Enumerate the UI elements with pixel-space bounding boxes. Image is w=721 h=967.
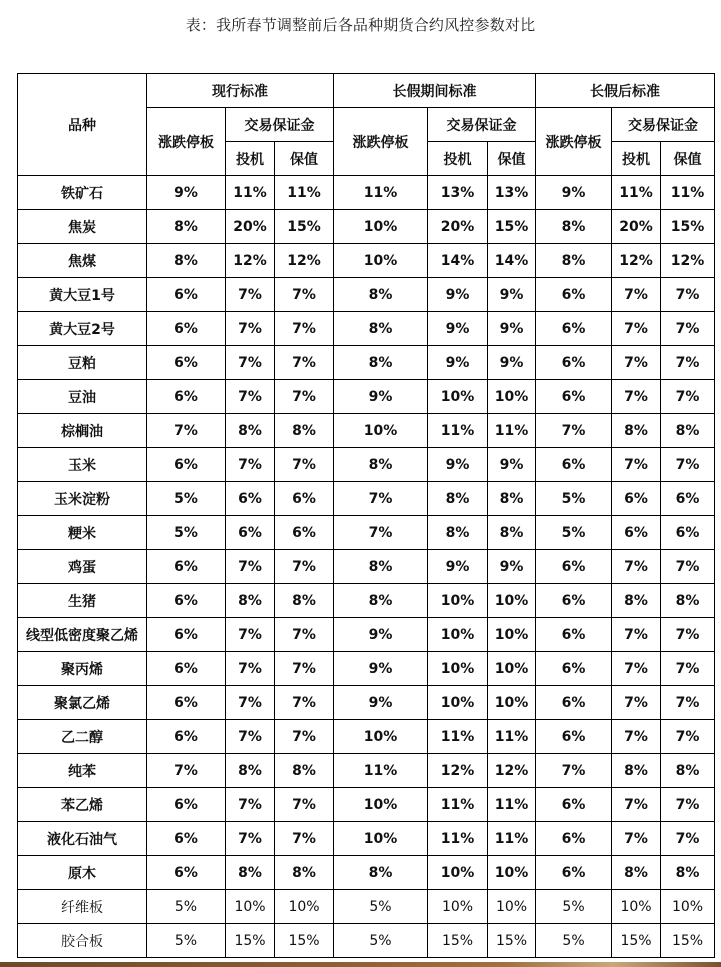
holiday-hedge-margin-cell: 10%: [488, 890, 536, 924]
holiday-spec-margin-cell: 15%: [428, 924, 488, 958]
current-limit-cell: 5%: [147, 482, 226, 516]
post-limit-cell: 6%: [536, 278, 612, 312]
variety-name: 铁矿石: [18, 176, 147, 210]
current-hedge-margin-cell: 7%: [275, 312, 334, 346]
holiday-spec-margin-cell: 9%: [428, 278, 488, 312]
header-hedge: 保值: [488, 142, 536, 176]
table-row: [18, 448, 715, 482]
holiday-hedge-margin-cell: 10%: [488, 652, 536, 686]
holiday-hedge-margin-cell: 14%: [488, 244, 536, 278]
bottom-decorative-bar: [0, 962, 721, 967]
post-spec-margin-cell: 6%: [612, 516, 661, 550]
current-hedge-margin-cell: 15%: [275, 210, 334, 244]
current-spec-margin-cell: 7%: [226, 686, 275, 720]
current-spec-margin-cell: 7%: [226, 346, 275, 380]
current-hedge-margin-cell: 7%: [275, 448, 334, 482]
post-spec-margin-cell: 7%: [612, 788, 661, 822]
header-margin: 交易保证金: [612, 108, 715, 142]
holiday-spec-margin-cell: 10%: [428, 890, 488, 924]
table-row: [18, 924, 715, 958]
current-hedge-margin-cell: 15%: [275, 924, 334, 958]
holiday-spec-margin-cell: 13%: [428, 176, 488, 210]
holiday-hedge-margin-cell: 10%: [488, 618, 536, 652]
current-limit-cell: 6%: [147, 346, 226, 380]
variety-name: 焦炭: [18, 210, 147, 244]
post-spec-margin-cell: 7%: [612, 618, 661, 652]
post-spec-margin-cell: 20%: [612, 210, 661, 244]
post-spec-margin-cell: 7%: [612, 720, 661, 754]
table-row: [18, 278, 715, 312]
post-limit-cell: 6%: [536, 788, 612, 822]
post-hedge-margin-cell: 7%: [661, 278, 715, 312]
holiday-limit-cell: 9%: [334, 380, 428, 414]
holiday-hedge-margin-cell: 10%: [488, 380, 536, 414]
post-hedge-margin-cell: 7%: [661, 448, 715, 482]
variety-name: 玉米: [18, 448, 147, 482]
post-limit-cell: 6%: [536, 448, 612, 482]
variety-name: 苯乙烯: [18, 788, 147, 822]
post-spec-margin-cell: 7%: [612, 346, 661, 380]
post-limit-cell: 8%: [536, 244, 612, 278]
post-spec-margin-cell: 8%: [612, 856, 661, 890]
post-limit-cell: 6%: [536, 380, 612, 414]
current-hedge-margin-cell: 6%: [275, 516, 334, 550]
holiday-spec-margin-cell: 10%: [428, 652, 488, 686]
current-spec-margin-cell: 8%: [226, 414, 275, 448]
table-row: [18, 210, 715, 244]
variety-name: 聚丙烯: [18, 652, 147, 686]
holiday-spec-margin-cell: 10%: [428, 380, 488, 414]
variety-name: 生猪: [18, 584, 147, 618]
holiday-spec-margin-cell: 10%: [428, 584, 488, 618]
holiday-hedge-margin-cell: 13%: [488, 176, 536, 210]
post-spec-margin-cell: 7%: [612, 278, 661, 312]
holiday-spec-margin-cell: 9%: [428, 312, 488, 346]
current-limit-cell: 5%: [147, 890, 226, 924]
post-spec-margin-cell: 6%: [612, 482, 661, 516]
current-spec-margin-cell: 7%: [226, 720, 275, 754]
header-group-current: 现行标准: [147, 74, 334, 108]
header-limit: 涨跌停板: [536, 108, 612, 176]
holiday-limit-cell: 9%: [334, 618, 428, 652]
holiday-hedge-margin-cell: 10%: [488, 686, 536, 720]
post-spec-margin-cell: 7%: [612, 550, 661, 584]
post-hedge-margin-cell: 7%: [661, 720, 715, 754]
post-limit-cell: 6%: [536, 312, 612, 346]
holiday-hedge-margin-cell: 15%: [488, 210, 536, 244]
current-spec-margin-cell: 10%: [226, 890, 275, 924]
table-row: [18, 244, 715, 278]
current-limit-cell: 6%: [147, 448, 226, 482]
current-limit-cell: 8%: [147, 210, 226, 244]
holiday-limit-cell: 5%: [334, 924, 428, 958]
current-limit-cell: 6%: [147, 686, 226, 720]
holiday-hedge-margin-cell: 9%: [488, 448, 536, 482]
holiday-spec-margin-cell: 10%: [428, 856, 488, 890]
post-spec-margin-cell: 7%: [612, 448, 661, 482]
holiday-hedge-margin-cell: 9%: [488, 346, 536, 380]
risk-parameter-table: [17, 73, 715, 958]
holiday-limit-cell: 9%: [334, 686, 428, 720]
table-row: [18, 788, 715, 822]
header-speculation: 投机: [612, 142, 661, 176]
table-row: [18, 414, 715, 448]
current-spec-margin-cell: 7%: [226, 788, 275, 822]
current-hedge-margin-cell: 7%: [275, 720, 334, 754]
variety-name: 黄大豆2号: [18, 312, 147, 346]
post-limit-cell: 8%: [536, 210, 612, 244]
holiday-hedge-margin-cell: 9%: [488, 278, 536, 312]
holiday-limit-cell: 10%: [334, 788, 428, 822]
holiday-spec-margin-cell: 9%: [428, 346, 488, 380]
holiday-spec-margin-cell: 14%: [428, 244, 488, 278]
post-spec-margin-cell: 8%: [612, 754, 661, 788]
post-limit-cell: 6%: [536, 822, 612, 856]
holiday-limit-cell: 7%: [334, 516, 428, 550]
table-body: [18, 176, 715, 958]
current-hedge-margin-cell: 7%: [275, 686, 334, 720]
current-limit-cell: 6%: [147, 584, 226, 618]
current-limit-cell: 8%: [147, 244, 226, 278]
current-spec-margin-cell: 8%: [226, 584, 275, 618]
variety-name: 液化石油气: [18, 822, 147, 856]
holiday-limit-cell: 8%: [334, 448, 428, 482]
holiday-hedge-margin-cell: 10%: [488, 856, 536, 890]
current-limit-cell: 5%: [147, 924, 226, 958]
table-header: [18, 74, 715, 176]
post-hedge-margin-cell: 7%: [661, 652, 715, 686]
current-spec-margin-cell: 7%: [226, 652, 275, 686]
holiday-spec-margin-cell: 11%: [428, 414, 488, 448]
variety-name: 玉米淀粉: [18, 482, 147, 516]
holiday-limit-cell: 8%: [334, 312, 428, 346]
current-spec-margin-cell: 15%: [226, 924, 275, 958]
header-limit: 涨跌停板: [147, 108, 226, 176]
variety-name: 聚氯乙烯: [18, 686, 147, 720]
table-row: [18, 652, 715, 686]
current-hedge-margin-cell: 7%: [275, 346, 334, 380]
current-hedge-margin-cell: 7%: [275, 652, 334, 686]
current-spec-margin-cell: 7%: [226, 550, 275, 584]
table-row: [18, 482, 715, 516]
post-hedge-margin-cell: 15%: [661, 924, 715, 958]
post-hedge-margin-cell: 7%: [661, 788, 715, 822]
holiday-limit-cell: 9%: [334, 652, 428, 686]
post-limit-cell: 6%: [536, 346, 612, 380]
variety-name: 纯苯: [18, 754, 147, 788]
holiday-spec-margin-cell: 8%: [428, 516, 488, 550]
variety-name: 棕榈油: [18, 414, 147, 448]
current-spec-margin-cell: 7%: [226, 312, 275, 346]
current-hedge-margin-cell: 7%: [275, 788, 334, 822]
post-hedge-margin-cell: 7%: [661, 380, 715, 414]
post-limit-cell: 9%: [536, 176, 612, 210]
variety-name: 胶合板: [18, 924, 147, 958]
header-group-post-holiday: 长假后标准: [536, 74, 715, 108]
current-limit-cell: 7%: [147, 414, 226, 448]
post-limit-cell: 6%: [536, 550, 612, 584]
table-row: [18, 856, 715, 890]
variety-name: 粳米: [18, 516, 147, 550]
current-limit-cell: 5%: [147, 516, 226, 550]
post-hedge-margin-cell: 7%: [661, 822, 715, 856]
current-limit-cell: 6%: [147, 380, 226, 414]
current-spec-margin-cell: 11%: [226, 176, 275, 210]
current-limit-cell: 6%: [147, 788, 226, 822]
variety-name: 黄大豆1号: [18, 278, 147, 312]
header-margin: 交易保证金: [428, 108, 536, 142]
variety-name: 焦煤: [18, 244, 147, 278]
current-limit-cell: 6%: [147, 550, 226, 584]
holiday-hedge-margin-cell: 15%: [488, 924, 536, 958]
holiday-hedge-margin-cell: 9%: [488, 550, 536, 584]
holiday-hedge-margin-cell: 11%: [488, 720, 536, 754]
holiday-spec-margin-cell: 11%: [428, 720, 488, 754]
current-spec-margin-cell: 7%: [226, 278, 275, 312]
table-row: [18, 346, 715, 380]
current-limit-cell: 7%: [147, 754, 226, 788]
holiday-spec-margin-cell: 12%: [428, 754, 488, 788]
variety-name: 鸡蛋: [18, 550, 147, 584]
current-hedge-margin-cell: 11%: [275, 176, 334, 210]
post-hedge-margin-cell: 7%: [661, 686, 715, 720]
variety-name: 线型低密度聚乙烯: [18, 618, 147, 652]
header-variety: 品种: [18, 74, 147, 176]
post-limit-cell: 6%: [536, 652, 612, 686]
post-limit-cell: 5%: [536, 482, 612, 516]
holiday-spec-margin-cell: 10%: [428, 686, 488, 720]
variety-name: 乙二醇: [18, 720, 147, 754]
table-row: [18, 516, 715, 550]
post-spec-margin-cell: 8%: [612, 584, 661, 618]
current-hedge-margin-cell: 7%: [275, 550, 334, 584]
current-hedge-margin-cell: 8%: [275, 584, 334, 618]
current-hedge-margin-cell: 7%: [275, 380, 334, 414]
current-spec-margin-cell: 20%: [226, 210, 275, 244]
holiday-spec-margin-cell: 9%: [428, 448, 488, 482]
current-hedge-margin-cell: 8%: [275, 856, 334, 890]
post-spec-margin-cell: 12%: [612, 244, 661, 278]
post-hedge-margin-cell: 11%: [661, 176, 715, 210]
current-spec-margin-cell: 6%: [226, 482, 275, 516]
post-limit-cell: 6%: [536, 584, 612, 618]
holiday-hedge-margin-cell: 10%: [488, 584, 536, 618]
holiday-limit-cell: 10%: [334, 210, 428, 244]
current-limit-cell: 6%: [147, 856, 226, 890]
current-limit-cell: 6%: [147, 618, 226, 652]
current-limit-cell: 6%: [147, 312, 226, 346]
table-row: [18, 822, 715, 856]
post-spec-margin-cell: 7%: [612, 686, 661, 720]
post-limit-cell: 5%: [536, 890, 612, 924]
post-hedge-margin-cell: 7%: [661, 550, 715, 584]
post-limit-cell: 6%: [536, 856, 612, 890]
table-row: [18, 618, 715, 652]
current-hedge-margin-cell: 12%: [275, 244, 334, 278]
table-row: [18, 380, 715, 414]
header-speculation: 投机: [428, 142, 488, 176]
holiday-hedge-margin-cell: 11%: [488, 822, 536, 856]
current-hedge-margin-cell: 7%: [275, 822, 334, 856]
post-limit-cell: 5%: [536, 516, 612, 550]
variety-name: 豆粕: [18, 346, 147, 380]
table-row: [18, 754, 715, 788]
table-row: [18, 550, 715, 584]
post-hedge-margin-cell: 8%: [661, 414, 715, 448]
post-hedge-margin-cell: 6%: [661, 516, 715, 550]
variety-name: 原木: [18, 856, 147, 890]
current-spec-margin-cell: 8%: [226, 856, 275, 890]
current-spec-margin-cell: 7%: [226, 380, 275, 414]
header-margin: 交易保证金: [226, 108, 334, 142]
variety-name: 纤维板: [18, 890, 147, 924]
current-limit-cell: 6%: [147, 720, 226, 754]
holiday-limit-cell: 11%: [334, 176, 428, 210]
holiday-hedge-margin-cell: 12%: [488, 754, 536, 788]
current-hedge-margin-cell: 8%: [275, 414, 334, 448]
post-hedge-margin-cell: 7%: [661, 312, 715, 346]
holiday-limit-cell: 8%: [334, 856, 428, 890]
current-spec-margin-cell: 7%: [226, 618, 275, 652]
holiday-limit-cell: 5%: [334, 890, 428, 924]
current-spec-margin-cell: 8%: [226, 754, 275, 788]
table-row: [18, 176, 715, 210]
post-spec-margin-cell: 7%: [612, 822, 661, 856]
post-hedge-margin-cell: 7%: [661, 346, 715, 380]
post-limit-cell: 7%: [536, 754, 612, 788]
holiday-limit-cell: 8%: [334, 550, 428, 584]
holiday-spec-margin-cell: 10%: [428, 618, 488, 652]
post-limit-cell: 5%: [536, 924, 612, 958]
holiday-limit-cell: 10%: [334, 244, 428, 278]
current-hedge-margin-cell: 7%: [275, 278, 334, 312]
holiday-limit-cell: 10%: [334, 720, 428, 754]
current-spec-margin-cell: 6%: [226, 516, 275, 550]
holiday-spec-margin-cell: 9%: [428, 550, 488, 584]
current-spec-margin-cell: 12%: [226, 244, 275, 278]
current-limit-cell: 6%: [147, 278, 226, 312]
holiday-hedge-margin-cell: 9%: [488, 312, 536, 346]
header-speculation: 投机: [226, 142, 275, 176]
post-hedge-margin-cell: 15%: [661, 210, 715, 244]
holiday-limit-cell: 8%: [334, 584, 428, 618]
post-limit-cell: 6%: [536, 618, 612, 652]
post-hedge-margin-cell: 8%: [661, 584, 715, 618]
post-hedge-margin-cell: 8%: [661, 856, 715, 890]
current-hedge-margin-cell: 10%: [275, 890, 334, 924]
holiday-limit-cell: 8%: [334, 346, 428, 380]
holiday-spec-margin-cell: 8%: [428, 482, 488, 516]
holiday-limit-cell: 11%: [334, 754, 428, 788]
holiday-limit-cell: 10%: [334, 414, 428, 448]
table-row: [18, 312, 715, 346]
post-hedge-margin-cell: 12%: [661, 244, 715, 278]
holiday-hedge-margin-cell: 11%: [488, 788, 536, 822]
header-hedge: 保值: [661, 142, 715, 176]
post-limit-cell: 6%: [536, 686, 612, 720]
current-hedge-margin-cell: 6%: [275, 482, 334, 516]
current-limit-cell: 6%: [147, 822, 226, 856]
post-hedge-margin-cell: 8%: [661, 754, 715, 788]
holiday-hedge-margin-cell: 8%: [488, 482, 536, 516]
table-row: [18, 890, 715, 924]
current-hedge-margin-cell: 8%: [275, 754, 334, 788]
current-hedge-margin-cell: 7%: [275, 618, 334, 652]
current-limit-cell: 6%: [147, 652, 226, 686]
holiday-limit-cell: 10%: [334, 822, 428, 856]
variety-name: 豆油: [18, 380, 147, 414]
post-spec-margin-cell: 7%: [612, 652, 661, 686]
holiday-limit-cell: 7%: [334, 482, 428, 516]
holiday-limit-cell: 8%: [334, 278, 428, 312]
post-spec-margin-cell: 15%: [612, 924, 661, 958]
holiday-spec-margin-cell: 11%: [428, 788, 488, 822]
table-caption: 表：我所春节调整前后各品种期货合约风控参数对比: [185, 16, 536, 34]
post-limit-cell: 6%: [536, 720, 612, 754]
holiday-hedge-margin-cell: 11%: [488, 414, 536, 448]
post-spec-margin-cell: 7%: [612, 380, 661, 414]
post-spec-margin-cell: 8%: [612, 414, 661, 448]
post-spec-margin-cell: 11%: [612, 176, 661, 210]
header-limit: 涨跌停板: [334, 108, 428, 176]
current-spec-margin-cell: 7%: [226, 448, 275, 482]
holiday-hedge-margin-cell: 8%: [488, 516, 536, 550]
table-row: [18, 584, 715, 618]
current-limit-cell: 9%: [147, 176, 226, 210]
header-hedge: 保值: [275, 142, 334, 176]
header-group-holiday: 长假期间标准: [334, 74, 536, 108]
post-hedge-margin-cell: 6%: [661, 482, 715, 516]
post-limit-cell: 7%: [536, 414, 612, 448]
post-spec-margin-cell: 7%: [612, 312, 661, 346]
post-hedge-margin-cell: 7%: [661, 618, 715, 652]
holiday-spec-margin-cell: 20%: [428, 210, 488, 244]
table-row: [18, 720, 715, 754]
current-spec-margin-cell: 7%: [226, 822, 275, 856]
post-spec-margin-cell: 10%: [612, 890, 661, 924]
post-hedge-margin-cell: 10%: [661, 890, 715, 924]
holiday-spec-margin-cell: 11%: [428, 822, 488, 856]
table-row: [18, 686, 715, 720]
